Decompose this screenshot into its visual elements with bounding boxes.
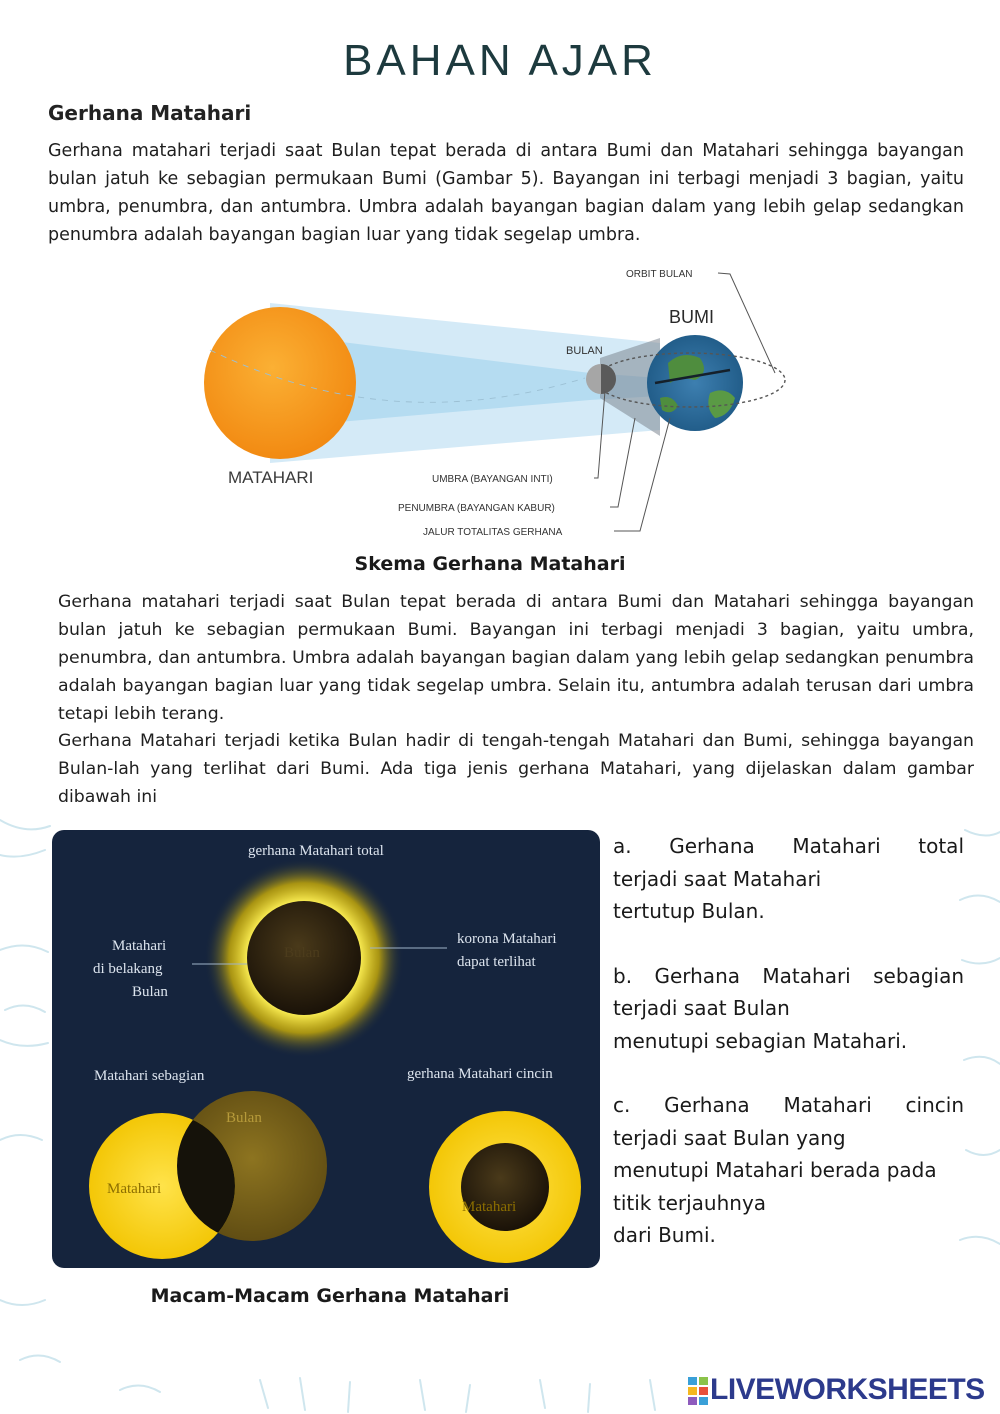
liveworksheets-logo[interactable] (688, 1373, 985, 1407)
label-earth: BUMI (669, 307, 714, 327)
label-sun-partial: Matahari (107, 1181, 162, 1197)
type-c-title: c. Gerhana Matahari cincin (613, 1093, 964, 1117)
label-moon: BULAN (566, 345, 603, 357)
logo-blocks-icon (688, 1375, 710, 1405)
type-a-line-1: terjadi saat Matahari (613, 866, 822, 891)
label-corona-2: dapat terlihat (457, 954, 536, 970)
label-sun-behind-1: Matahari (112, 938, 167, 954)
section-heading: Gerhana Matahari (48, 101, 252, 125)
paragraph-2: Gerhana matahari terjadi saat Bulan tepat berada di antara Bumi dan Matahari sehingga bayangan bulan jatuh ke sebagian permukaan Bumi. Bayangan ini terbagi menjadi 3 bagian, yaitu umbra, penumbra, dan antumbra. Umbra adalah bayangan bagian dalam yang lebih gelap sedangkan penumbra adalah bayangan bagian luar yang tidak segelap umbra. Selain itu, antumbra adalah terusan dari umbra tetapi lebih terang. (58, 592, 974, 724)
type-b-line-2: menutupi sebagian Matahari. (613, 1028, 908, 1053)
type-a (613, 830, 964, 928)
type-a-line-2: tertutup Bulan. (613, 899, 765, 923)
label-sun-behind-2: di belakang (93, 961, 163, 977)
brand-name: LIVEWORKSHEETS (710, 1373, 985, 1406)
label-sun-annular: Matahari (462, 1199, 517, 1215)
label-umbra: UMBRA (BAYANGAN INTI) (432, 474, 553, 485)
type-c-line-2: menutupi Matahari berada pada (613, 1158, 937, 1182)
sun-shape (204, 307, 356, 459)
label-sun: MATAHARI (228, 468, 314, 487)
diagram1-caption: Skema Gerhana Matahari (354, 553, 626, 575)
paragraph-3: Gerhana Matahari terjadi ketika Bulan hadir di tengah-tengah Matahari dan Bumi, sehingga bayangan Bulan-lah yang terlihat dari Bumi. Ada tiga jenis gerhana Matahari, yang dijelaskan dalam gambar dibawah ini (58, 731, 974, 807)
label-moon-partial: Bulan (226, 1110, 262, 1126)
type-c-line-3: titik terjauhnya (613, 1190, 767, 1215)
type-a-title: a. Gerhana Matahari total (613, 834, 964, 858)
solar-eclipse-schematic (190, 258, 810, 548)
page-title: BAHAN AJAR (343, 36, 657, 85)
type-b (613, 960, 964, 1058)
eclipse-types-list (613, 830, 964, 1284)
annular-moon (461, 1143, 549, 1231)
type-c (613, 1089, 964, 1252)
type-b-line-1: terjadi saat Bulan (613, 996, 790, 1020)
diagram2-caption: Macam-Macam Gerhana Matahari (150, 1285, 510, 1307)
eclipse-types-illustration (52, 830, 600, 1268)
label-annular: gerhana Matahari cincin (407, 1066, 553, 1082)
label-sun-behind-3: Bulan (132, 984, 168, 1000)
label-moon-total: Bulan (284, 945, 320, 961)
label-penumbra: PENUMBRA (BAYANGAN KABUR) (398, 503, 555, 514)
type-c-line-1: terjadi saat Bulan yang (613, 1125, 846, 1150)
label-corona-1: korona Matahari (457, 931, 557, 947)
label-total: gerhana Matahari total (248, 843, 384, 859)
type-c-line-4: dari Bumi. (613, 1223, 716, 1247)
label-partial: Matahari sebagian (94, 1068, 205, 1084)
label-orbit: ORBIT BULAN (626, 269, 693, 280)
type-b-title: b. Gerhana Matahari sebagian (613, 963, 964, 988)
label-path: JALUR TOTALITAS GERHANA (423, 527, 563, 538)
intro-paragraph: Gerhana matahari terjadi saat Bulan tepat berada di antara Bumi dan Matahari sehingga bayangan bulan jatuh ke sebagian permukaan Bumi (Gambar 5). Bayangan ini terbagi menjadi 3 bagian, yaitu umbra, penumbra, dan antumbra. Umbra adalah bayangan bagian dalam yang lebih gelap sedangkan penumbra adalah bayangan bagian luar yang tidak segelap umbra. (48, 141, 964, 245)
